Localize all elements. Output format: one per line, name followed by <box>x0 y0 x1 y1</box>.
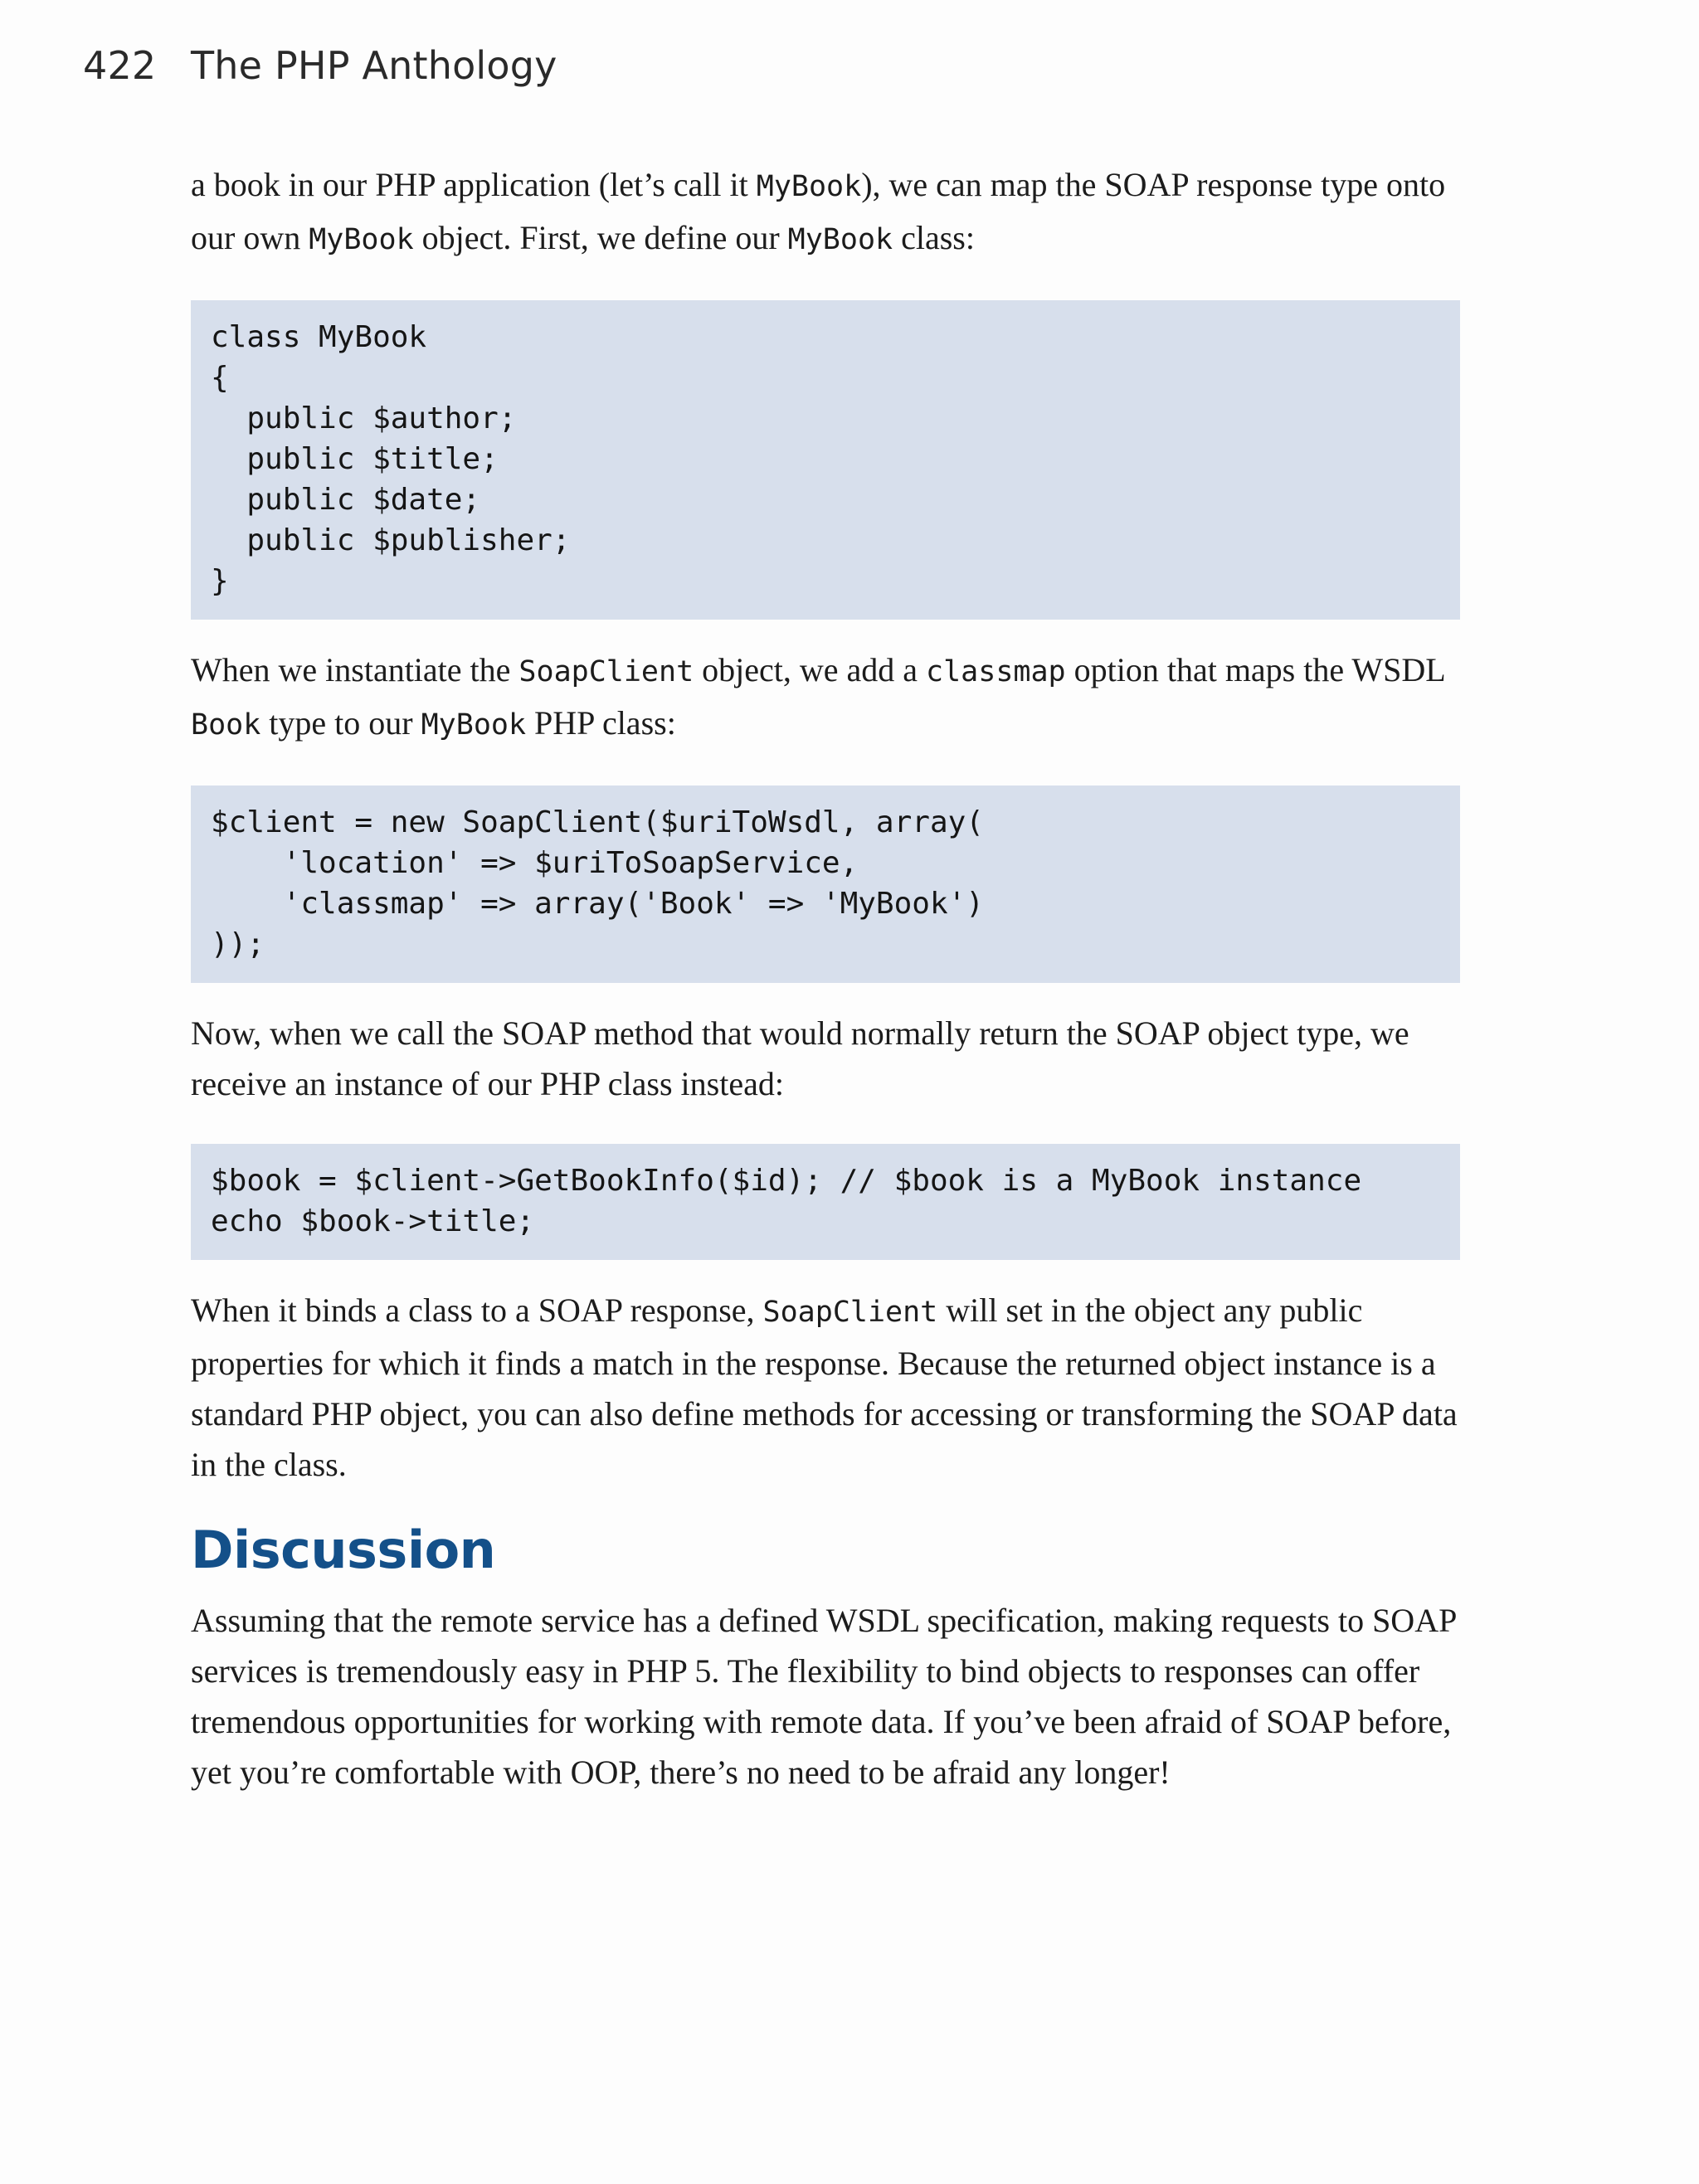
section-heading-discussion: Discussion <box>191 1520 496 1580</box>
inline-code: classmap <box>926 655 1066 688</box>
text-run: object. First, we define our <box>413 219 788 256</box>
book-title: The PHP Anthology <box>191 43 557 88</box>
text-run: type to our <box>260 704 421 742</box>
code-block-method-call: $book = $client->GetBookInfo($id); // $book is a MyBook instance echo $book->title; <box>191 1144 1460 1260</box>
text-run: option that maps the WSDL <box>1065 651 1445 688</box>
text-run: When we instantiate the <box>191 651 519 688</box>
inline-code: MyBook <box>787 223 893 256</box>
paragraph-binding <box>191 1285 1460 1490</box>
code-block-class-definition: class MyBook { public $author; public $title; public $date; public $publisher; } <box>191 300 1460 620</box>
code-block-soapclient: $client = new SoapClient($uriToWsdl, array( 'location' => $uriToSoapService, 'classmap' => array('Book' => 'MyBook') )); <box>191 786 1460 983</box>
text-run: object, we add a <box>694 651 927 688</box>
paragraph-soapclient <box>191 644 1460 751</box>
paragraph-intro <box>191 159 1460 265</box>
text-run: PHP class: <box>526 704 676 742</box>
inline-code: Book <box>191 708 261 742</box>
inline-code: MyBook <box>309 223 414 256</box>
inline-code: SoapClient <box>762 1296 938 1329</box>
text-run: When it binds a class to a SOAP response, <box>191 1291 763 1329</box>
inline-code: MyBook <box>756 170 862 203</box>
paragraph-discussion: Assuming that the remote service has a defined WSDL specification, making requests to SOAP services is tremendously easy in PHP 5. The flexibility to bind objects to responses can offer tremendous opportunities for working with remote data. If you’ve been afraid of SOAP before, yet you’re comfortable with OOP, there’s no need to be afraid any longer! <box>191 1602 1456 1791</box>
text-run: class: <box>893 219 975 256</box>
text-run: ), we can map the SOAP response type onto our own <box>191 166 1446 256</box>
running-header <box>83 43 557 88</box>
page-content <box>191 159 1460 1797</box>
inline-code: SoapClient <box>518 655 694 688</box>
text-run: will set in the object any public properties for which it finds a match in the response. Because the returned object instance is a standard PHP object, you can also define methods for accessing or transforming the SOAP data in the class. <box>191 1291 1458 1483</box>
text-run: a book in our PHP application (let’s call it <box>191 166 757 203</box>
inline-code: MyBook <box>421 708 527 742</box>
paragraph-method-call: Now, when we call the SOAP method that would normally return the SOAP object type, we receive an instance of our PHP class instead: <box>191 1014 1409 1102</box>
page-number: 422 <box>83 43 157 88</box>
